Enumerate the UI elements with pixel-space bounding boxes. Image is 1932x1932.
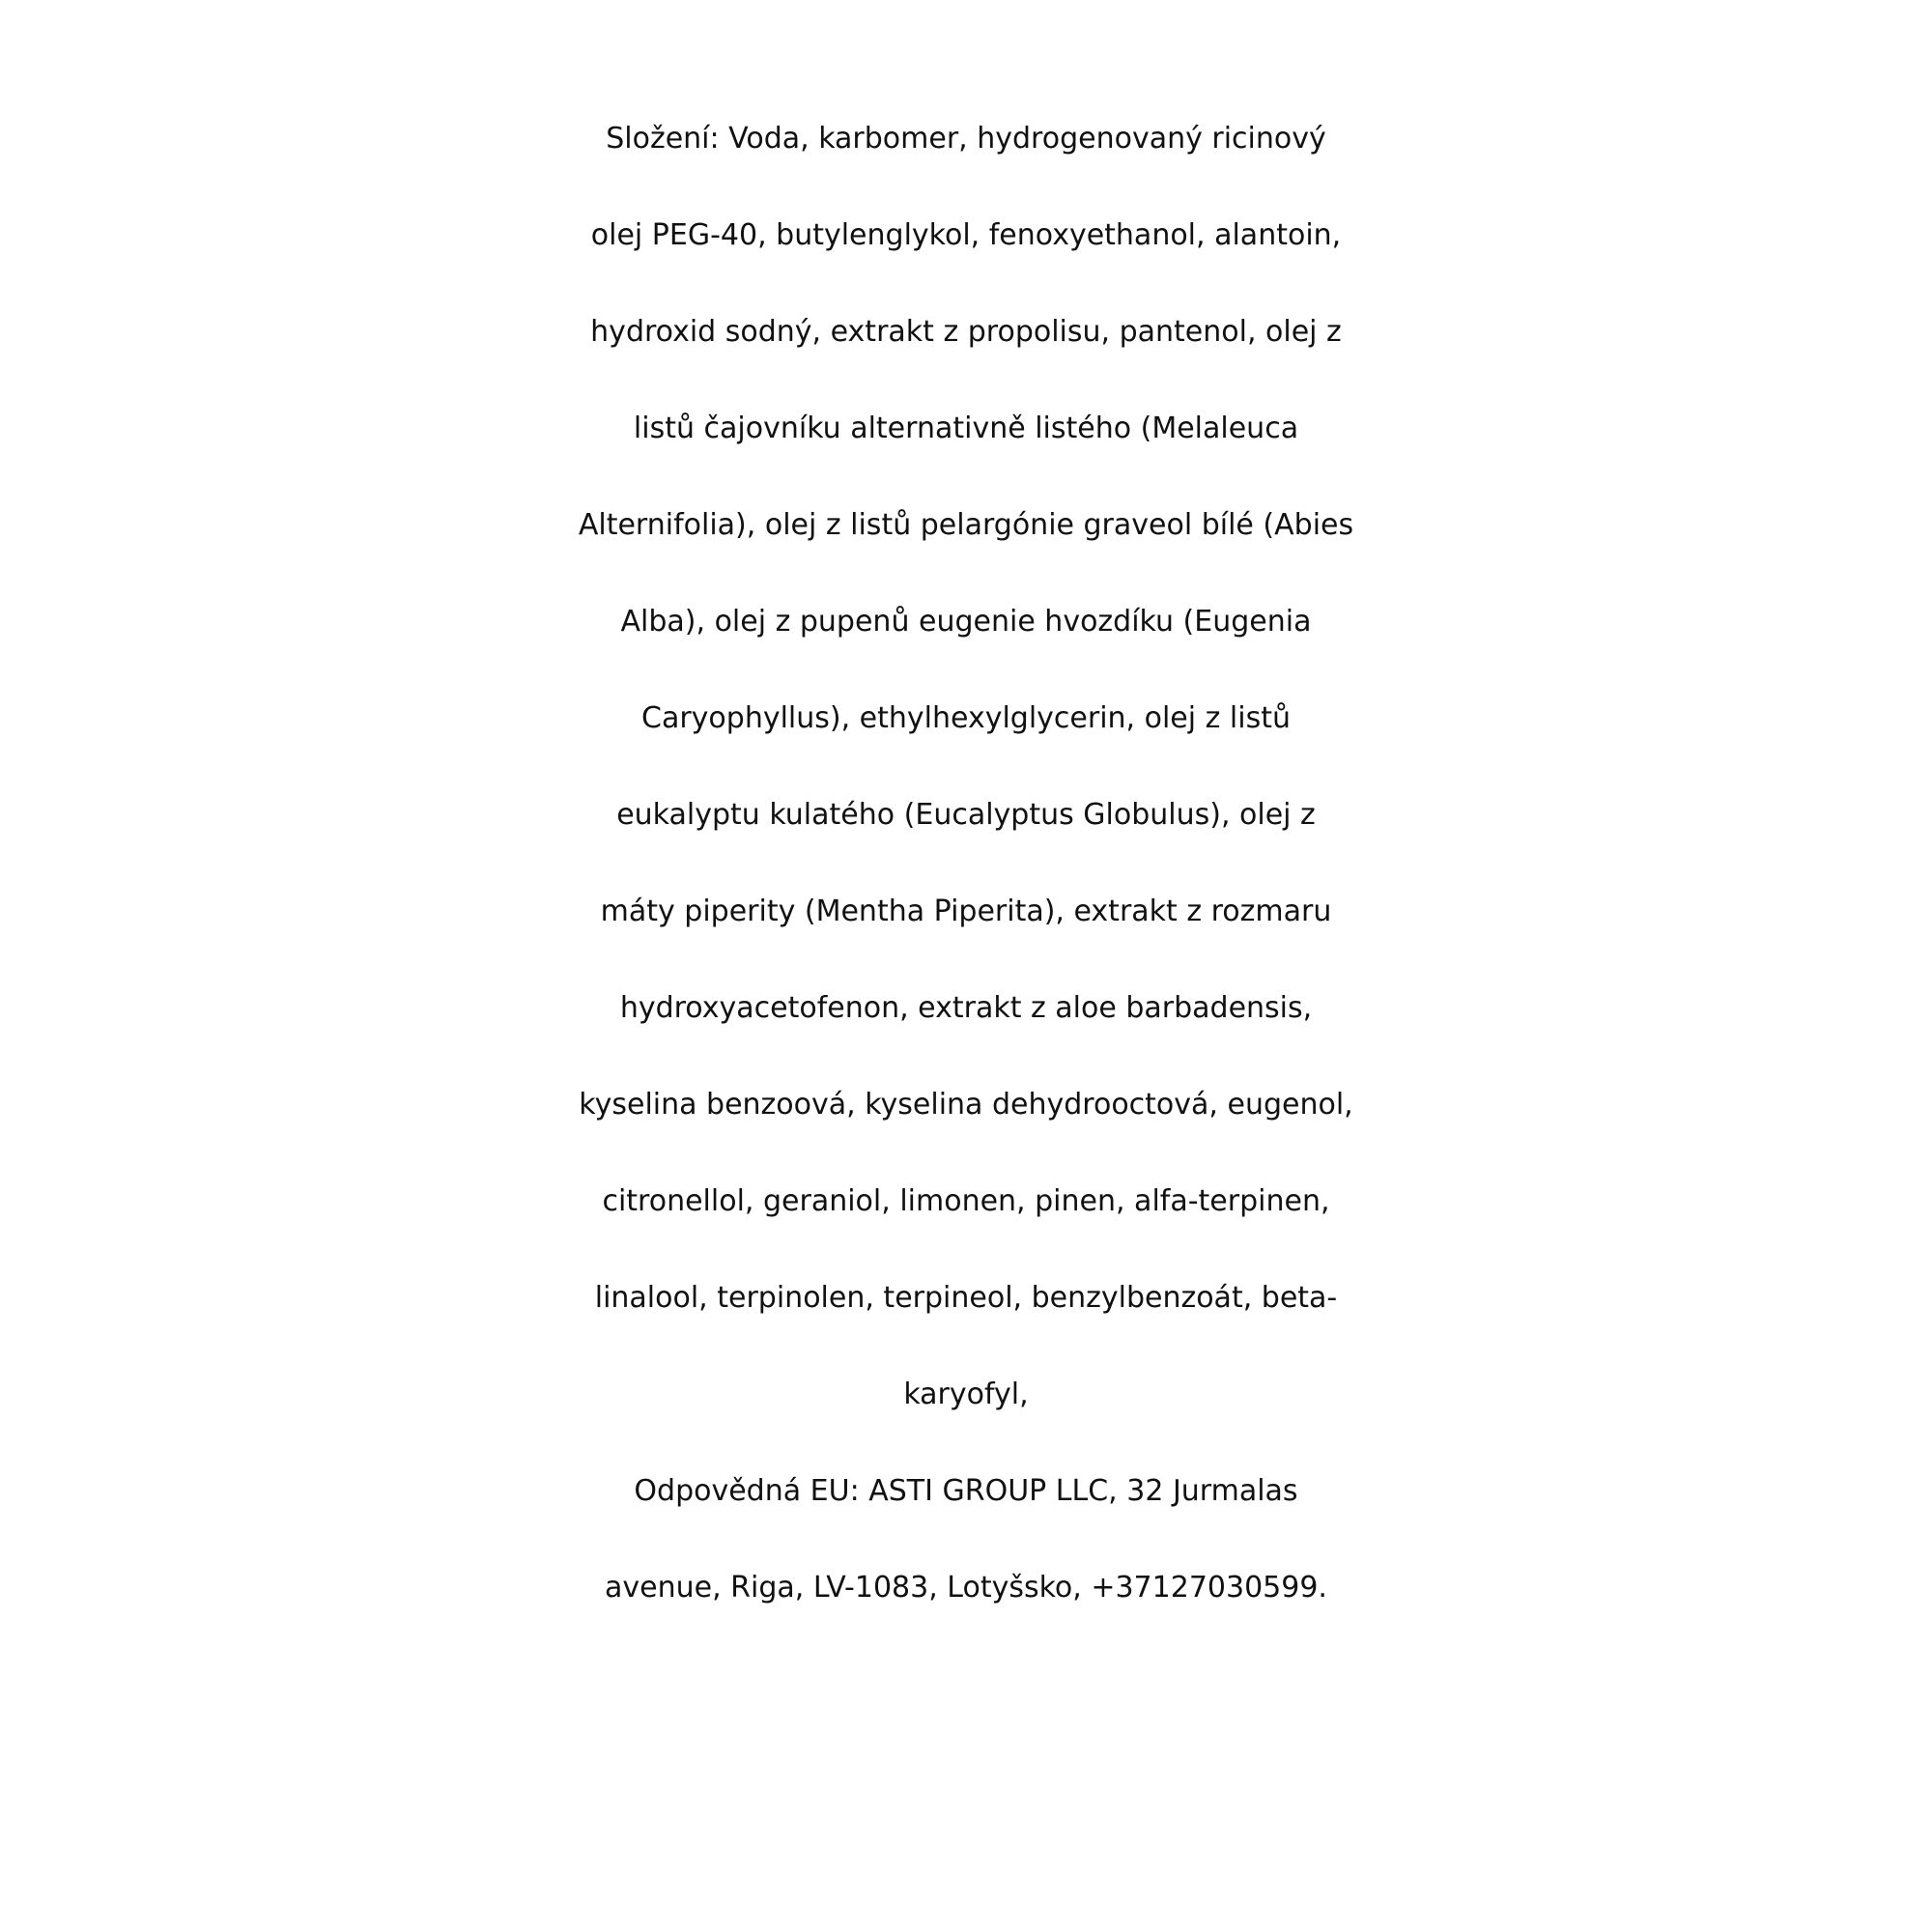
text-line: olej PEG-40, butylenglykol, fenoxyethanol, alantoin, [590, 218, 1342, 252]
text-line: citronellol, geraniol, limonen, pinen, alfa-terpinen, [602, 1184, 1330, 1218]
text-line: eukalyptu kulatého (Eucalyptus Globulus), olej z [616, 798, 1316, 832]
text-line: Alba), olej z pupenů eugenie hvozdíku (Eugenia [620, 605, 1312, 639]
text-line: Caryophyllus), ethylhexylglycerin, olej z listů [641, 701, 1291, 735]
text-line: listů čajovníku alternativně listého (Melaleuca [633, 412, 1299, 445]
text-line: hydroxid sodný, extrakt z propolisu, pantenol, olej z [590, 315, 1342, 349]
text-line: máty piperity (Mentha Piperita), extrakt z rozmaru [600, 895, 1332, 928]
text-line: kyselina benzoová, kyselina dehydrooctová, eugenol, [579, 1088, 1353, 1122]
text-line: Složení: Voda, karbomer, hydrogenovaný ricinový [606, 122, 1326, 156]
text-line: Alternifolia), olej z listů pelargónie graveol bílé (Abies [578, 508, 1354, 542]
text-line: linalool, terpinolen, terpineol, benzylbenzoát, beta- [594, 1281, 1338, 1315]
ingredients-text-block [0, 91, 1932, 1636]
responsible-party-line: avenue, Riga, LV-1083, Lotyšsko, +37127030599. [605, 1571, 1327, 1605]
text-line: karyofyl, [903, 1378, 1029, 1411]
responsible-party-line: Odpovědná EU: ASTI GROUP LLC, 32 Jurmalas [634, 1474, 1298, 1508]
text-line: hydroxyacetofenon, extrakt z aloe barbadensis, [619, 991, 1313, 1025]
